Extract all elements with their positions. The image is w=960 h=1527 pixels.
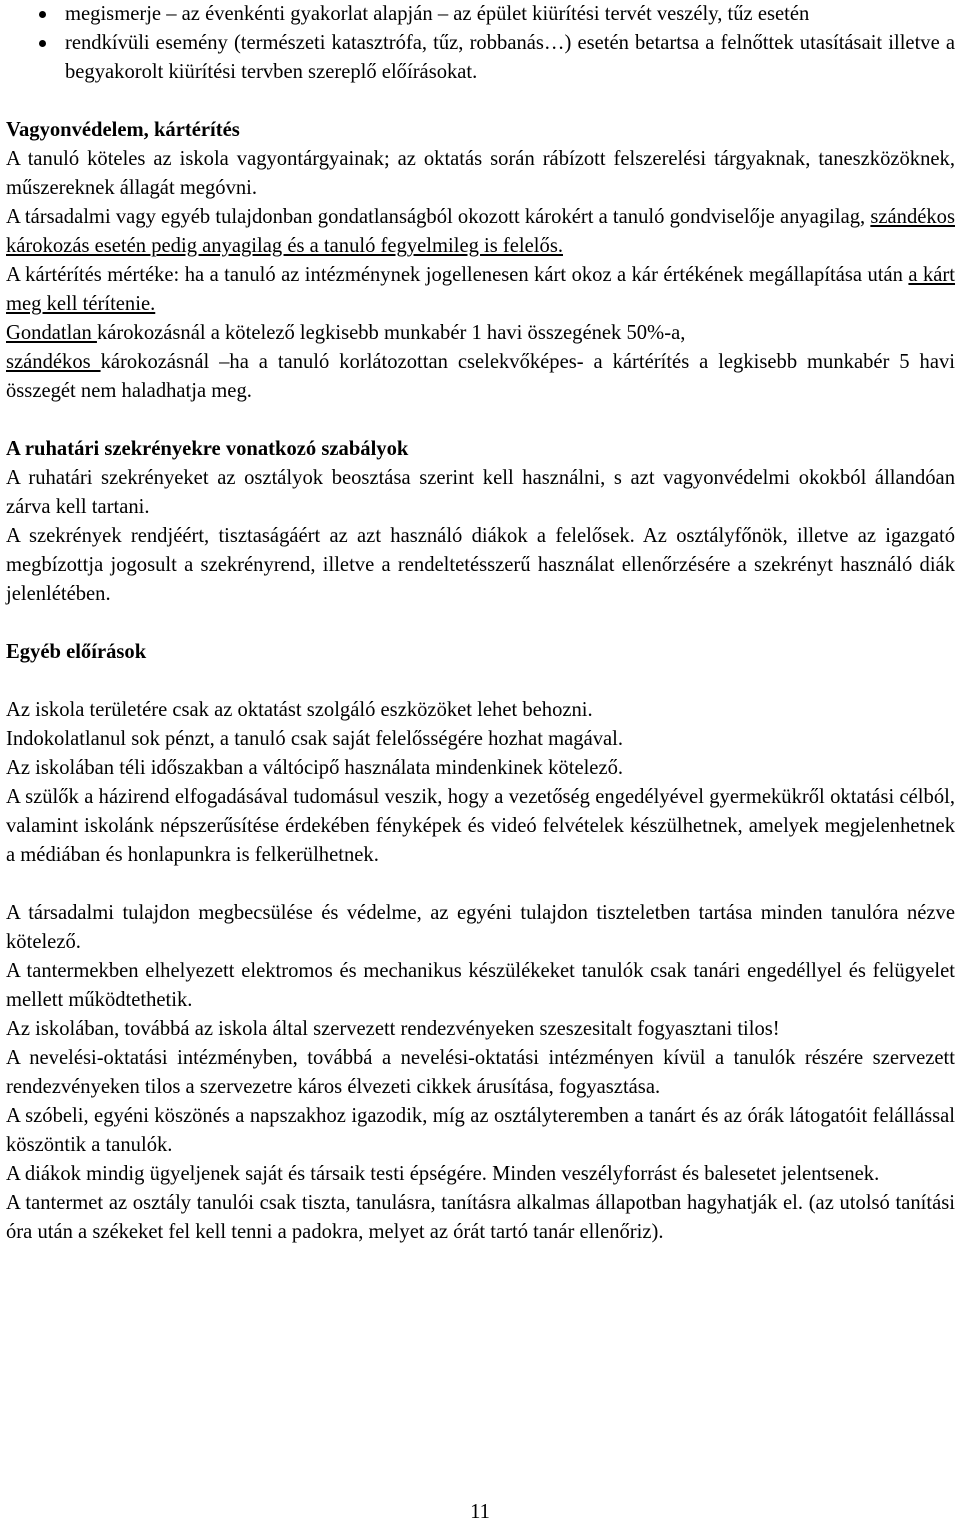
document-page: [6, 0, 955, 1247]
bullet-text: rendkívüli esemény (természeti katasztrófa, tűz, robbanás…) esetén betartsa a felnőttek utasításait illetve a begyakorolt kiürítési tervben szereplő előírásokat.: [65, 32, 955, 83]
section-heading: A ruhatári szekrényekre vonatkozó szabályok: [6, 438, 409, 460]
paragraph: A szóbeli, egyéni köszönés a napszakhoz igazodik, míg az osztályteremben a tanárt és az órák látogatóit felállással köszöntik a tanulók.: [6, 1105, 955, 1156]
paragraph-text: károkozásnál a kötelező legkisebb munkabér 1 havi összegének 50%-a,: [96, 322, 686, 344]
bullet-text: megismerje – az évenkénti gyakorlat alapján – az épület kiürítési tervét veszély, tűz esetén: [65, 3, 810, 25]
paragraph: A tanuló köteles az iskola vagyontárgyainak; az oktatás során rábízott felszerelési tárgyaknak, taneszközöknek, műszereknek állagát megóvni.: [6, 148, 955, 199]
paragraph-text: károkozásnál –ha a tanuló korlátozottan cselekvőképes- a kártérítés a legkisebb munkabér 5 havi összegét nem haladhatja meg.: [6, 351, 955, 402]
paragraph: [6, 319, 955, 348]
bullet-icon: [39, 11, 46, 18]
paragraph: A ruhatári szekrényeket az osztályok beosztása szerint kell használni, s azt vagyonvédelmi okokból állandóan zárva kell tartani.: [6, 467, 955, 518]
page-number: 11: [470, 1501, 490, 1523]
underlined-text: szándékos: [6, 351, 101, 373]
paragraph: Az iskola területére csak az oktatást szolgáló eszközöket lehet behozni.: [6, 699, 593, 721]
spacer: [6, 667, 955, 696]
section-ruhatar: [6, 435, 955, 609]
paragraph: A szülők a házirend elfogadásával tudomásul veszik, hogy a vezetőség engedélyével gyermekükről oktatási célból, valamint iskolánk népszerűsítése érdekében fényképek és videó felvételek készülhetnek, amelyek megjelenhetnek a médiában és honlapunkra is felkerülhetnek.: [6, 786, 955, 866]
spacer: [6, 609, 955, 638]
paragraph: A nevelési-oktatási intézményben, továbbá a nevelési-oktatási intézményen kívül a tanulók részére szervezett rendezvényeken tilos a szervezetre káros élvezeti cikkek árusítása, fogyasztása.: [6, 1047, 955, 1098]
paragraph: Az iskolában, továbbá az iskola által szervezett rendezvényeken szeszesitalt fogyasztani tilos!: [6, 1018, 780, 1040]
underlined-text: szándékos károkozás esetén pedig anyagilag és a tanuló fegyelmileg is felelős.: [6, 206, 955, 257]
underlined-text: a kárt meg kell térítenie.: [6, 264, 956, 315]
section-vagyonvedelem: [6, 116, 955, 406]
section-heading: Egyéb előírások: [6, 641, 147, 663]
bullet-icon: [39, 40, 46, 47]
section-heading: Vagyonvédelem, kártérítés: [6, 119, 240, 141]
paragraph-text: A kártérítés mértéke: ha a tanuló az intézménynek jogellenesen kárt okoz a kár értékének megállapítása után: [6, 264, 909, 286]
paragraph: A társadalmi tulajdon megbecsülése és védelme, az egyéni tulajdon tiszteletben tartása minden tanulóra nézve kötelező.: [6, 902, 955, 953]
spacer: [6, 870, 955, 899]
list-item: [6, 0, 955, 29]
paragraph: Indokolatlanul sok pénzt, a tanuló csak saját felelősségére hozhat magával.: [6, 728, 624, 750]
paragraph: Az iskolában téli időszakban a váltócipő használata mindenkinek kötelező.: [6, 757, 624, 779]
spacer: [6, 406, 955, 435]
paragraph: [6, 203, 955, 261]
paragraph-text: A társadalmi vagy egyéb tulajdonban gondatlanságból okozott károkért a tanuló gondviselője anyagilag,: [6, 206, 871, 228]
spacer: [6, 87, 955, 116]
list-item: [6, 29, 955, 87]
bullet-list: [6, 0, 955, 87]
paragraph: A diákok mindig ügyeljenek saját és társaik testi épségére. Minden veszélyforrást és balesetet jelentsenek.: [6, 1163, 880, 1185]
paragraph: [6, 348, 955, 406]
paragraph: A tantermekben elhelyezett elektromos és mechanikus készülékeket tanulók csak tanári engedéllyel és felügyelet mellett működtethetik.: [6, 960, 955, 1011]
paragraph: A tantermet az osztály tanulói csak tiszta, tanulásra, tanításra alkalmas állapotban hagyhatják el. (az utolsó tanítási óra után a székeket fel kell tenni a padokra, melyet az órát tartó tanár ellenőriz).: [6, 1192, 955, 1243]
underlined-text: Gondatlan: [6, 322, 97, 344]
section-egyeb: [6, 638, 955, 1247]
paragraph: A szekrények rendjéért, tisztaságáért az azt használó diákok a felelősek. Az osztályfőnök, illetve az igazgató megbízottja jogosult a szekrényrend, illetve a rendeltetésszerű használat ellenőrzésére a szekrényt használó diák jelenlétében.: [6, 525, 955, 605]
paragraph: [6, 261, 955, 319]
